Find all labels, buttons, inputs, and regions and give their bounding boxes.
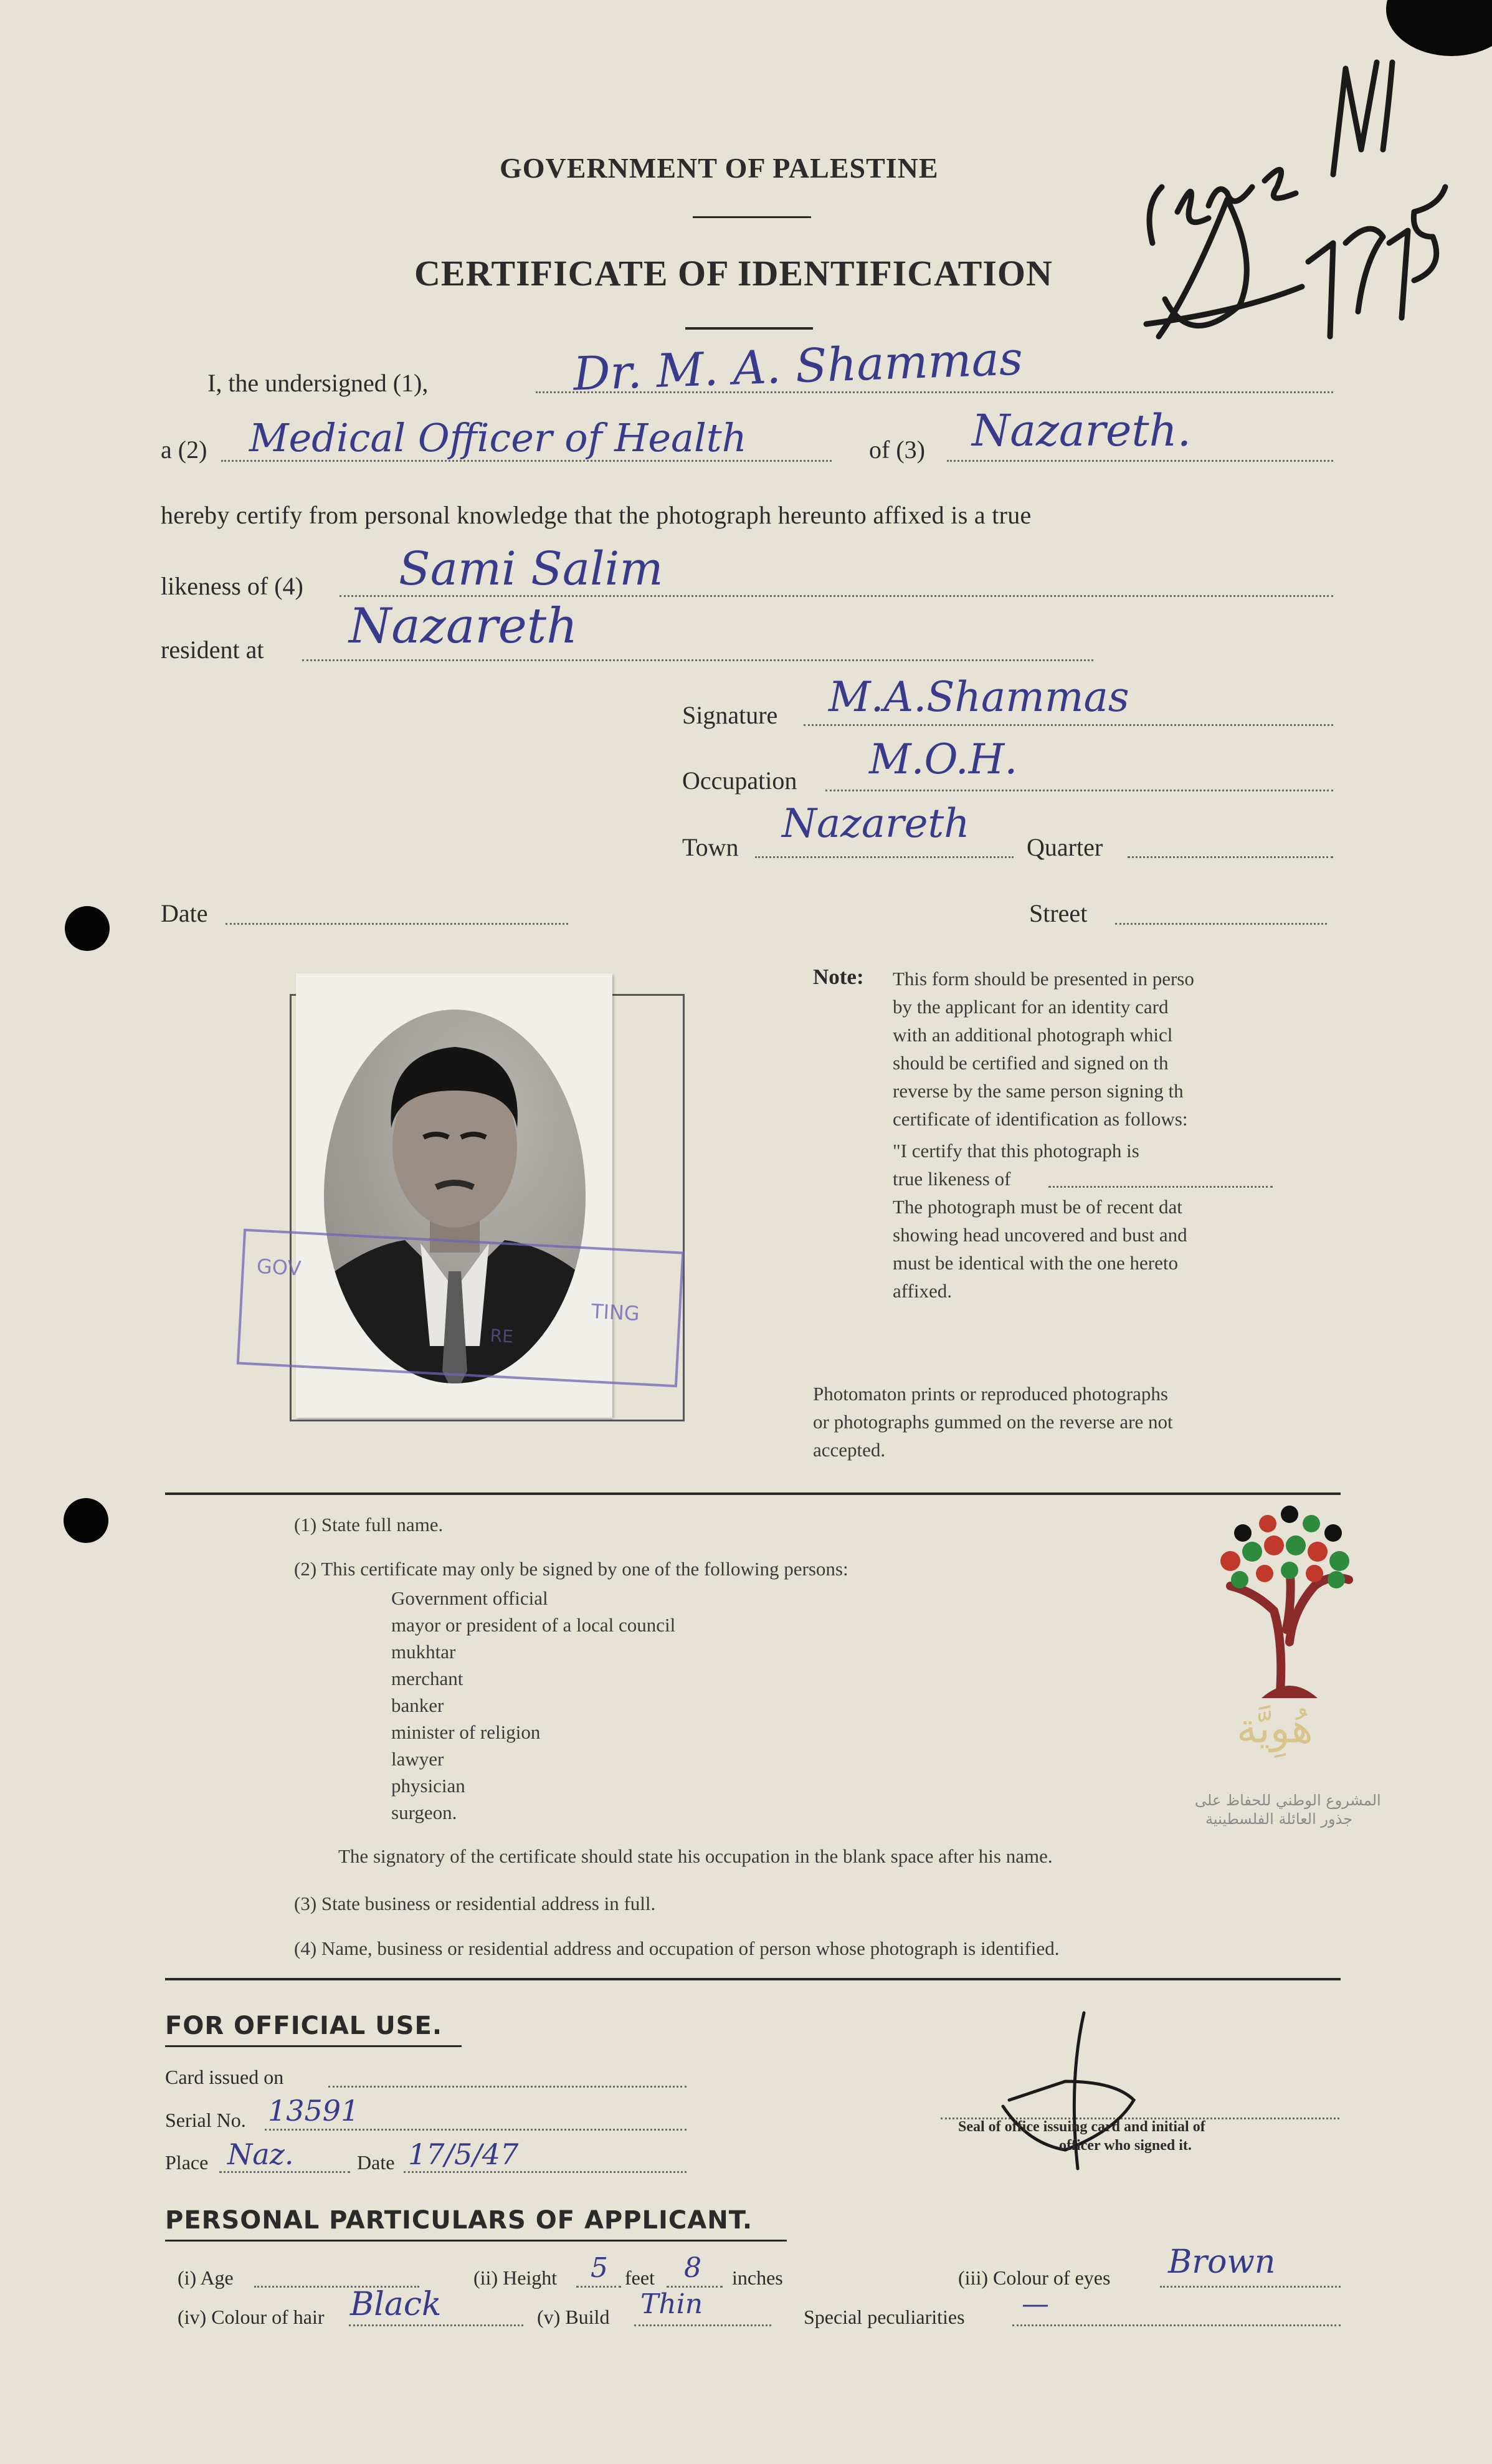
note-footer xyxy=(813,1380,1173,1464)
stamp-text-left: GOV xyxy=(256,1254,302,1281)
date-label: Date xyxy=(161,899,208,927)
height-label: (ii) Height xyxy=(473,2266,558,2289)
occupation-value: M.O.H. xyxy=(869,735,1018,783)
note-blank-line xyxy=(1048,1186,1273,1188)
note-line: The photograph must be of recent dat xyxy=(893,1196,1182,1218)
note-line: by the applicant for an identity card xyxy=(893,996,1169,1018)
header-rule xyxy=(693,216,811,218)
a-label: a (2) xyxy=(161,436,207,464)
seal-caption-1: Seal of office issuing card and initial of xyxy=(958,2119,1205,2135)
government-heading: GOVERNMENT OF PALESTINE xyxy=(500,152,939,184)
person-type: mukhtar xyxy=(391,1641,456,1663)
official-stamp xyxy=(237,1229,684,1388)
resident-label: resident at xyxy=(161,636,264,664)
of-label: of (3) xyxy=(869,436,925,464)
note-line xyxy=(893,1165,1194,1193)
note-line: must be identical with the one hereto xyxy=(893,1252,1178,1274)
official-date-value: 17/5/47 xyxy=(408,2137,519,2171)
height-feet-line xyxy=(576,2286,621,2288)
signature-label: Signature xyxy=(682,701,778,729)
of-line xyxy=(947,460,1333,462)
inches-label: inches xyxy=(732,2266,783,2289)
instruction-1: (1) State full name. xyxy=(294,1514,444,1535)
card-issued-label: Card issued on xyxy=(165,2066,284,2088)
street-label: Street xyxy=(1029,899,1088,927)
person-type: Government official xyxy=(391,1587,548,1609)
punch-hole xyxy=(65,906,110,951)
note-line: certificate of identification as follows: xyxy=(893,1108,1188,1130)
of-value: Nazareth. xyxy=(972,405,1191,456)
quarter-label: Quarter xyxy=(1027,833,1103,861)
build-label: (v) Build xyxy=(537,2306,610,2328)
certificate-title: CERTIFICATE OF IDENTIFICATION xyxy=(414,253,1053,294)
person-type: lawyer xyxy=(391,1748,444,1770)
person-type: physician xyxy=(391,1775,465,1797)
person-type: merchant xyxy=(391,1668,463,1689)
note-heading: Note: xyxy=(813,965,864,989)
official-date-line xyxy=(404,2171,687,2173)
resident-line xyxy=(302,659,1093,661)
stamp-text-right: TING xyxy=(591,1299,640,1326)
punch-hole xyxy=(64,1498,108,1543)
eyes-value: Brown xyxy=(1168,2243,1276,2281)
person-type: banker xyxy=(391,1694,444,1716)
personal-particulars-underline xyxy=(165,2240,787,2242)
person-type: mayor or president of a local council xyxy=(391,1614,676,1636)
occupation-line xyxy=(825,790,1333,791)
serial-label: Serial No. xyxy=(165,2109,246,2131)
town-label: Town xyxy=(682,833,739,861)
signature-value: M.A.Shammas xyxy=(829,673,1129,721)
note-line: This form should be presented in perso xyxy=(893,968,1194,990)
signature-line xyxy=(804,724,1333,726)
watermark-line-1: المشروع الوطني للحفاظ على xyxy=(1195,1792,1381,1809)
corner-shadow xyxy=(1386,0,1492,56)
note-line: with an additional photograph whicl xyxy=(893,1024,1173,1046)
build-line xyxy=(634,2324,771,2326)
resident-value: Nazareth xyxy=(349,598,578,654)
official-date-label: Date xyxy=(357,2151,395,2174)
seal-caption-2: officer who signed it. xyxy=(1059,2137,1192,2154)
eyes-label: (iii) Colour of eyes xyxy=(958,2266,1111,2289)
card-issued-line xyxy=(328,2086,687,2088)
note-footer-line: or photographs gummed on the reverse are not xyxy=(813,1411,1173,1433)
peculiarities-line xyxy=(1012,2324,1341,2326)
watermark-line-2: جذور العائلة الفلسطينية xyxy=(1205,1810,1352,1828)
height-inches-value: 8 xyxy=(684,2252,701,2284)
note-line: affixed. xyxy=(893,1280,952,1302)
a-value: Medical Officer of Health xyxy=(249,415,747,461)
stamp-text-bottom: RE xyxy=(489,1325,514,1347)
date-line xyxy=(226,923,568,925)
place-value: Naz. xyxy=(227,2137,294,2171)
note-line-text: true likeness of xyxy=(893,1168,1011,1190)
handwritten-annotation xyxy=(1109,56,1492,405)
quarter-line xyxy=(1128,856,1333,858)
height-inches-line xyxy=(667,2286,723,2288)
official-use-underline xyxy=(165,2045,462,2047)
age-label: (i) Age xyxy=(178,2266,234,2289)
likeness-label: likeness of (4) xyxy=(161,572,303,600)
undersigned-label: I, the undersigned (1), xyxy=(207,369,429,397)
note-line: reverse by the same person signing th xyxy=(893,1080,1184,1102)
eyes-line xyxy=(1160,2286,1341,2288)
title-rule xyxy=(685,327,813,330)
undersigned-value: Dr. M. A. Shammas xyxy=(572,332,1024,401)
hair-label: (iv) Colour of hair xyxy=(178,2306,325,2328)
section-divider xyxy=(165,1492,1341,1495)
official-use-heading: FOR OFFICIAL USE. xyxy=(165,2012,443,2040)
place-line xyxy=(219,2171,350,2173)
personal-particulars-heading: PERSONAL PARTICULARS OF APPLICANT. xyxy=(165,2206,753,2235)
person-type: surgeon. xyxy=(391,1802,457,1823)
note-line: should be certified and signed on th xyxy=(893,1052,1169,1074)
feet-label: feet xyxy=(625,2266,655,2289)
note-body xyxy=(893,965,1194,1305)
hair-line xyxy=(349,2324,523,2326)
officer-initial xyxy=(991,2007,1152,2181)
occupation-label: Occupation xyxy=(682,766,797,795)
signatory-note: The signatory of the certificate should state his occupation in the blank space after his name. xyxy=(338,1845,1053,1867)
note-line: "I certify that this photograph is xyxy=(893,1140,1139,1162)
heritage-tree-logo xyxy=(1205,1486,1374,1704)
instruction-2: (2) This certificate may only be signed by one of the following persons: xyxy=(294,1558,848,1580)
height-feet-value: 5 xyxy=(591,2252,608,2284)
likeness-value: Sami Salim xyxy=(399,542,663,596)
serial-value: 13591 xyxy=(268,2094,359,2127)
serial-line xyxy=(265,2129,687,2131)
hair-value: Black xyxy=(350,2286,442,2323)
instruction-3: (3) State business or residential address in full. xyxy=(294,1893,656,1914)
street-line xyxy=(1115,923,1327,925)
town-value: Nazareth xyxy=(782,801,970,847)
peculiarities-value: — xyxy=(1022,2288,1049,2320)
build-value: Thin xyxy=(640,2288,703,2320)
note-line: showing head uncovered and bust and xyxy=(893,1224,1187,1246)
note-footer-line: accepted. xyxy=(813,1439,886,1461)
section-divider xyxy=(165,1978,1341,1980)
signatory-persons-list xyxy=(391,1585,675,1826)
person-type: minister of religion xyxy=(391,1721,541,1743)
town-line xyxy=(755,856,1014,858)
note-footer-line: Photomaton prints or reproduced photographs xyxy=(813,1383,1168,1405)
certify-text: hereby certify from personal knowledge that the photograph hereunto affixed is a true xyxy=(161,501,1032,529)
watermark-name: هُوِيَّة xyxy=(1237,1704,1313,1752)
instruction-4: (4) Name, business or residential address and occupation of person whose photograph is identified. xyxy=(294,1937,1060,1959)
place-label: Place xyxy=(165,2151,209,2174)
peculiarities-label: Special peculiarities xyxy=(804,2306,965,2328)
